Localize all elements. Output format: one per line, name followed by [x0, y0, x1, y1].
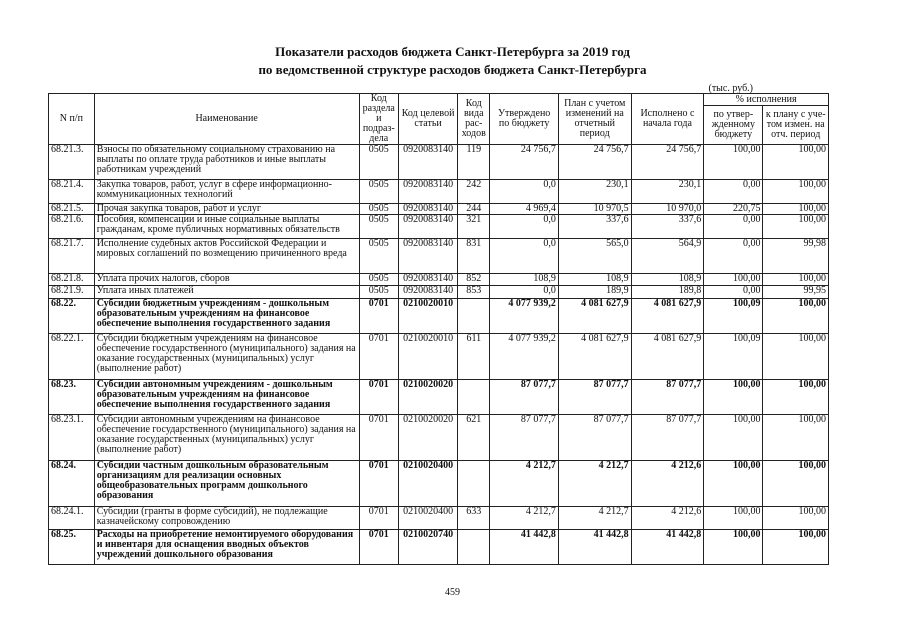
page-title: Показатели расходов бюджета Санкт-Петербурга за 2019 год: [275, 44, 630, 59]
cell-target: 0210020010: [398, 299, 457, 334]
cell-kind: 852: [458, 274, 490, 286]
cell-name: Субсидии (гранты в форме субсидий), не подлежащие казначейскому сопровождению: [94, 507, 359, 530]
table-row: [49, 180, 829, 204]
col-header-approved: Утверждено по бюджету: [490, 94, 559, 145]
cell-kind: 633: [458, 507, 490, 530]
cell-name: Исполнение судебных актов Российской Федерации и мировых соглашений по возмещению причиненного вреда: [94, 239, 359, 274]
page-subtitle: по ведомственной структуре расходов бюджета Санкт-Петербурга: [258, 62, 647, 77]
cell-target: 0920083140: [398, 204, 457, 215]
cell-executed: 24 756,7: [631, 145, 704, 180]
cell-target: 0210020740: [398, 530, 457, 565]
col-header-name: Наименование: [94, 94, 359, 145]
cell-num: 68.24.1.: [49, 507, 95, 530]
cell-target: 0210020020: [398, 380, 457, 415]
cell-pct-plan: 100,00: [763, 380, 829, 415]
cell-executed: 230,1: [631, 180, 704, 204]
cell-name: Субсидии частным дошкольным образовательным организациям для реализации основных общеобразовательных программ дошкольного образования: [94, 461, 359, 507]
cell-section: 0505: [359, 180, 398, 204]
cell-kind: [458, 530, 490, 565]
cell-target: 0920083140: [398, 145, 457, 180]
cell-plan: 4 081 627,9: [558, 299, 631, 334]
cell-executed: 337,6: [631, 215, 704, 239]
cell-name: Субсидии бюджетным учреждениям - дошкольным образовательным учреждениям на финансовое обеспечение выполнения государственного задания: [94, 299, 359, 334]
cell-approved: 4 212,7: [490, 507, 559, 530]
cell-num: 68.22.1.: [49, 334, 95, 380]
cell-num: 68.23.1.: [49, 415, 95, 461]
cell-target: 0210020400: [398, 507, 457, 530]
table-row: [49, 530, 829, 565]
cell-section: 0701: [359, 299, 398, 334]
cell-pct-approved: 0,00: [704, 180, 763, 204]
cell-executed: 4 212,6: [631, 461, 704, 507]
table-row: [49, 215, 829, 239]
cell-num: 68.21.9.: [49, 286, 95, 299]
cell-section: 0505: [359, 286, 398, 299]
cell-section: 0505: [359, 204, 398, 215]
col-header-executed: Исполнено с начала года: [631, 94, 704, 145]
cell-section: 0505: [359, 274, 398, 286]
cell-num: 68.21.3.: [49, 145, 95, 180]
cell-plan: 4 081 627,9: [558, 334, 631, 380]
cell-target: 0210020010: [398, 334, 457, 380]
col-header-plan: План с учетом изменений на отчетный период: [558, 94, 631, 145]
cell-approved: 4 077 939,2: [490, 334, 559, 380]
col-header-pct-plan: к плану с уче-том измен. на отч. период: [763, 106, 829, 145]
cell-section: 0701: [359, 334, 398, 380]
cell-approved: 0,0: [490, 215, 559, 239]
cell-name: Прочая закупка товаров, работ и услуг: [94, 204, 359, 215]
cell-plan: 108,9: [558, 274, 631, 286]
cell-pct-approved: 220,75: [704, 204, 763, 215]
cell-pct-plan: 99,95: [763, 286, 829, 299]
cell-pct-approved: 0,00: [704, 286, 763, 299]
cell-pct-plan: 100,00: [763, 180, 829, 204]
cell-section: 0701: [359, 415, 398, 461]
cell-kind: 119: [458, 145, 490, 180]
table-row: [49, 145, 829, 180]
cell-kind: 831: [458, 239, 490, 274]
cell-num: 68.21.7.: [49, 239, 95, 274]
col-header-section: Код раздела и подраз-дела: [359, 94, 398, 145]
cell-pct-plan: 100,00: [763, 507, 829, 530]
cell-approved: 4 212,7: [490, 461, 559, 507]
cell-kind: [458, 299, 490, 334]
cell-pct-plan: 100,00: [763, 334, 829, 380]
cell-executed: 4 081 627,9: [631, 299, 704, 334]
col-header-pct-approved: по утвер-жденному бюджету: [704, 106, 763, 145]
cell-kind: [458, 380, 490, 415]
cell-approved: 41 442,8: [490, 530, 559, 565]
cell-plan: 4 212,7: [558, 507, 631, 530]
cell-pct-plan: 100,00: [763, 204, 829, 215]
cell-pct-approved: 100,00: [704, 530, 763, 565]
cell-pct-approved: 0,00: [704, 215, 763, 239]
cell-pct-plan: 100,00: [763, 530, 829, 565]
cell-pct-approved: 100,09: [704, 299, 763, 334]
col-header-target: Код целевой статьи: [398, 94, 457, 145]
cell-plan: 10 970,5: [558, 204, 631, 215]
cell-kind: 853: [458, 286, 490, 299]
cell-executed: 4 212,6: [631, 507, 704, 530]
cell-kind: 242: [458, 180, 490, 204]
cell-pct-approved: 100,00: [704, 380, 763, 415]
cell-executed: 87 077,7: [631, 380, 704, 415]
cell-pct-approved: 0,00: [704, 239, 763, 274]
cell-plan: 337,6: [558, 215, 631, 239]
cell-pct-approved: 100,00: [704, 274, 763, 286]
table-row: [49, 461, 829, 507]
cell-plan: 87 077,7: [558, 415, 631, 461]
cell-executed: 189,8: [631, 286, 704, 299]
cell-name: Взносы по обязательному социальному страхованию на выплаты по оплате труда работников и иные выплаты работникам учреждений: [94, 145, 359, 180]
cell-approved: 0,0: [490, 239, 559, 274]
cell-section: 0701: [359, 507, 398, 530]
cell-name: Субсидии автономным учреждениям на финансовое обеспечение государственного (муниципального) задания на оказание государственных (муниципальных) услуг (выполнение работ): [94, 415, 359, 461]
cell-name: Уплата иных платежей: [94, 286, 359, 299]
cell-num: 68.21.4.: [49, 180, 95, 204]
cell-num: 68.21.6.: [49, 215, 95, 239]
cell-target: 0210020400: [398, 461, 457, 507]
cell-plan: 565,0: [558, 239, 631, 274]
cell-section: 0701: [359, 530, 398, 565]
table-row: [49, 380, 829, 415]
cell-pct-approved: 100,00: [704, 507, 763, 530]
cell-section: 0505: [359, 215, 398, 239]
cell-approved: 0,0: [490, 286, 559, 299]
cell-pct-approved: 100,00: [704, 415, 763, 461]
cell-name: Закупка товаров, работ, услуг в сфере информационно-коммуникационных технологий: [94, 180, 359, 204]
cell-approved: 24 756,7: [490, 145, 559, 180]
table-row: [49, 286, 829, 299]
cell-num: 68.24.: [49, 461, 95, 507]
cell-kind: 611: [458, 334, 490, 380]
cell-executed: 108,9: [631, 274, 704, 286]
cell-plan: 230,1: [558, 180, 631, 204]
cell-kind: [458, 461, 490, 507]
col-header-kind: Код вида рас-ходов: [458, 94, 490, 145]
cell-approved: 4 969,4: [490, 204, 559, 215]
cell-pct-plan: 100,00: [763, 461, 829, 507]
table-row: [49, 274, 829, 286]
cell-plan: 24 756,7: [558, 145, 631, 180]
cell-approved: 108,9: [490, 274, 559, 286]
cell-plan: 189,9: [558, 286, 631, 299]
cell-num: 68.25.: [49, 530, 95, 565]
cell-plan: 4 212,7: [558, 461, 631, 507]
cell-pct-approved: 100,00: [704, 145, 763, 180]
table-row: [49, 239, 829, 274]
cell-executed: 41 442,8: [631, 530, 704, 565]
cell-pct-plan: 100,00: [763, 299, 829, 334]
cell-num: 68.23.: [49, 380, 95, 415]
cell-name: Пособия, компенсации и иные социальные выплаты гражданам, кроме публичных нормативных обязательств: [94, 215, 359, 239]
col-header-num: N п/п: [49, 94, 95, 145]
page-number: 459: [445, 587, 460, 598]
table-row: [49, 507, 829, 530]
cell-target: 0920083140: [398, 274, 457, 286]
cell-kind: 244: [458, 204, 490, 215]
table-row: [49, 415, 829, 461]
cell-num: 68.21.8.: [49, 274, 95, 286]
cell-name: Субсидии бюджетным учреждениям на финансовое обеспечение государственного (муниципального) задания на оказание государственных (муниципальных) услуг (выполнение работ): [94, 334, 359, 380]
table-row: [49, 204, 829, 215]
cell-kind: 621: [458, 415, 490, 461]
cell-pct-plan: 100,00: [763, 415, 829, 461]
cell-target: 0920083140: [398, 180, 457, 204]
expenses-table: [48, 93, 829, 565]
cell-num: 68.22.: [49, 299, 95, 334]
cell-name: Субсидии автономным учреждениям - дошкольным образовательным учреждениям на финансовое обеспечение выполнения государственного задания: [94, 380, 359, 415]
cell-executed: 564,9: [631, 239, 704, 274]
cell-section: 0505: [359, 145, 398, 180]
cell-section: 0505: [359, 239, 398, 274]
cell-pct-approved: 100,09: [704, 334, 763, 380]
cell-name: Уплата прочих налогов, сборов: [94, 274, 359, 286]
cell-name: Расходы на приобретение немонтируемого оборудования и инвентаря для оснащения вводных объектов учреждений дошкольного образования: [94, 530, 359, 565]
cell-target: 0920083140: [398, 239, 457, 274]
col-header-pct-group: % исполнения: [704, 94, 829, 106]
cell-pct-plan: 100,00: [763, 145, 829, 180]
cell-pct-approved: 100,00: [704, 461, 763, 507]
cell-target: 0920083140: [398, 286, 457, 299]
cell-approved: 4 077 939,2: [490, 299, 559, 334]
cell-approved: 0,0: [490, 180, 559, 204]
cell-approved: 87 077,7: [490, 415, 559, 461]
cell-target: 0920083140: [398, 215, 457, 239]
cell-executed: 10 970,0: [631, 204, 704, 215]
cell-executed: 87 077,7: [631, 415, 704, 461]
cell-plan: 87 077,7: [558, 380, 631, 415]
cell-approved: 87 077,7: [490, 380, 559, 415]
cell-target: 0210020020: [398, 415, 457, 461]
cell-plan: 41 442,8: [558, 530, 631, 565]
cell-section: 0701: [359, 461, 398, 507]
cell-section: 0701: [359, 380, 398, 415]
cell-kind: 321: [458, 215, 490, 239]
cell-pct-plan: 100,00: [763, 274, 829, 286]
table-row: [49, 299, 829, 334]
table-row: [49, 334, 829, 380]
cell-num: 68.21.5.: [49, 204, 95, 215]
cell-executed: 4 081 627,9: [631, 334, 704, 380]
cell-pct-plan: 99,98: [763, 239, 829, 274]
cell-pct-plan: 100,00: [763, 215, 829, 239]
units-label: (тыс. руб.): [708, 83, 753, 94]
